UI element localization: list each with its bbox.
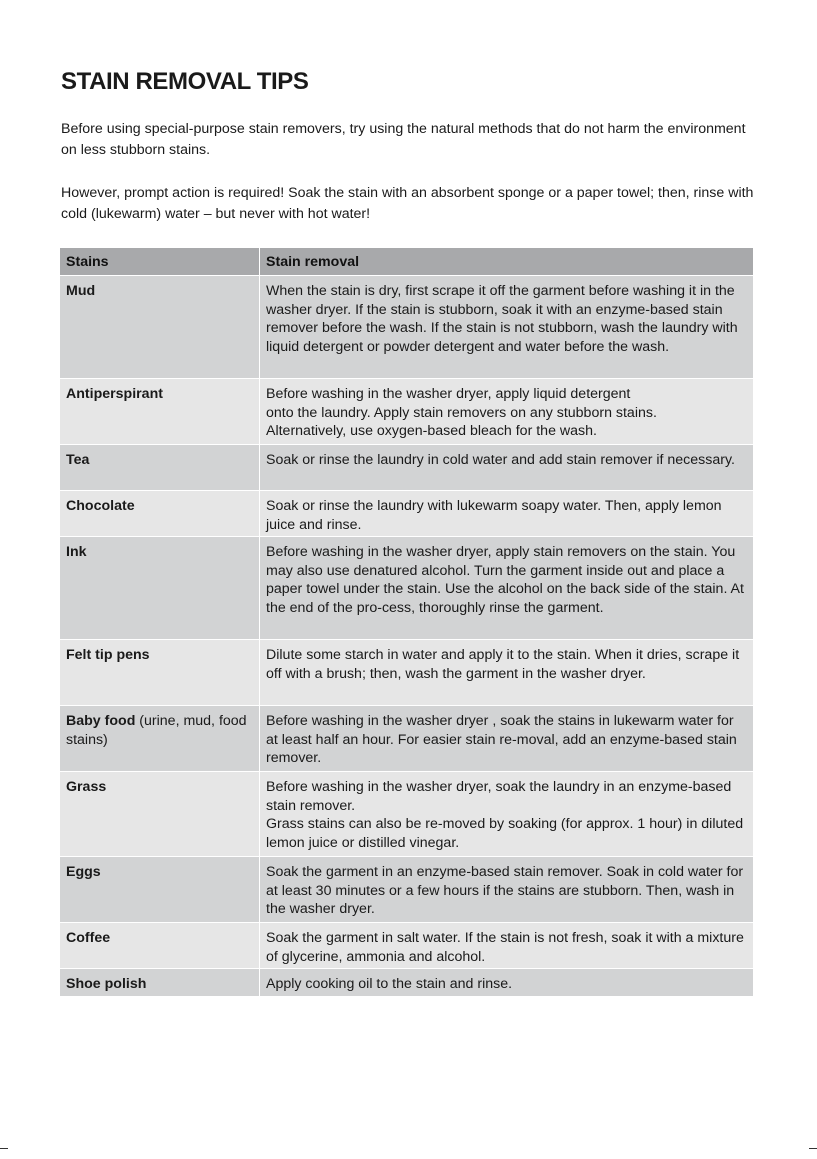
stain-removal-text: Before washing in the washer dryer, soak the laundry in an enzyme-based stain remover. [266, 779, 732, 814]
stain-removal-cell [260, 491, 754, 537]
stain-name-cell [60, 923, 260, 969]
table-row [60, 537, 754, 640]
column-header-stains: Stains [60, 248, 260, 276]
stain-removal-cell [260, 276, 754, 379]
stain-removal-text: Apply cooking oil to the stain and rinse. [266, 976, 513, 993]
stain-name: Tea [66, 452, 90, 468]
stain-removal-cell [260, 772, 754, 857]
stain-removal-cell [260, 640, 754, 706]
stain-note: (urine, mud, food stains) [66, 713, 247, 748]
stain-removal-cell [260, 969, 754, 997]
stain-name-cell [60, 491, 260, 537]
table-row [60, 969, 754, 997]
stain-removal-cell [260, 857, 754, 923]
intro-paragraph-1: Before using special-purpose stain removers, try using the natural methods that do not harm the environment on less stubborn stains. [61, 121, 746, 158]
intro-paragraph-2: However, prompt action is required! Soak the stain with an absorbent sponge or a paper towel; then, rinse with cold (lukewarm) water – but never with hot water! [61, 185, 754, 222]
stain-name-cell [60, 379, 260, 445]
stain-removal-cell [260, 706, 754, 772]
stain-removal-text: Soak or rinse the laundry in cold water and add stain remover if necessary. [266, 452, 735, 468]
stain-removal-text: Soak the garment in salt water. If the stain is not fresh, soak it with a mixture of glycerine, ammonia and alcohol. [266, 930, 744, 965]
stain-removal-text: Soak the garment in an enzyme-based stain remover. Soak in cold water for at least 30 minutes or a few hours if the stains are stubborn. Then, wash in the washer dryer. [266, 864, 744, 918]
crop-mark-bottom-right [809, 1148, 817, 1159]
table-row [60, 923, 754, 969]
stain-removal-table [59, 247, 754, 997]
stain-removal-text: Dilute some starch in water and apply it to the stain. When it dries, scrape it off with a brush; then, wash the garment in the washer dryer. [266, 647, 740, 682]
stain-removal-text: onto the laundry. Apply stain removers on any stubborn stains. [266, 404, 657, 421]
stain-name-cell [60, 857, 260, 923]
stain-name: Eggs [66, 864, 101, 881]
stain-removal-cell [260, 379, 754, 445]
stain-name-cell [60, 969, 260, 997]
table-row [60, 640, 754, 706]
stain-removal-text: Before washing in the washer dryer , soak the stains in lukewarm water for at least half an hour. For easier stain re-moval, add an enzyme-based stain remover. [266, 713, 737, 767]
stain-name: Antiperspirant [66, 386, 163, 402]
table-row [60, 772, 754, 857]
table-row [60, 857, 754, 923]
stain-removal-text: When the stain is dry, first scrape it off the garment before washing it in the washer dryer. If the stain is stubborn, soak it with an enzyme-based stain remover before the wash. If the stain is not stubborn, wash the laundry with liquid detergent or powder detergent and water before the wash. [266, 283, 738, 355]
stain-name: Grass [66, 779, 107, 796]
stain-name: Felt tip pens [66, 647, 150, 664]
stain-name: Chocolate [66, 498, 135, 514]
stain-name-cell [60, 640, 260, 706]
stain-name: Shoe polish [66, 976, 147, 993]
table-row [60, 491, 754, 537]
stain-removal-text: Before washing in the washer dryer, apply stain removers on the stain. You may also use denatured alcohol. Turn the garment inside out and place a paper towel under the stain. Use the alcohol on the back side of the stain. At the end of the pro-cess, thoroughly rinse the garment. [266, 544, 744, 616]
stain-name-cell [60, 276, 260, 379]
page-title: STAIN REMOVAL TIPS [61, 68, 309, 95]
stain-name: Baby food [66, 713, 136, 730]
stain-name: Mud [66, 283, 96, 299]
stain-name-cell [60, 706, 260, 772]
stain-name-cell [60, 772, 260, 857]
stain-removal-text: Soak or rinse the laundry with lukewarm soapy water. Then, apply lemon juice and rinse. [266, 498, 722, 533]
stain-name: Coffee [66, 930, 111, 947]
stain-removal-text: Alternatively, use oxygen-based bleach for the wash. [266, 423, 597, 440]
stain-removal-text: Grass stains can also be re-moved by soaking (for approx. 1 hour) in diluted lemon juice or distilled vinegar. [266, 816, 744, 851]
table-body [60, 276, 754, 997]
column-header-stain-removal: Stain removal [260, 248, 754, 276]
crop-mark-bottom-left [0, 1148, 8, 1159]
stain-name-cell [60, 537, 260, 640]
stain-removal-cell [260, 923, 754, 969]
stain-name: Ink [66, 544, 87, 561]
stain-name-cell [60, 445, 260, 491]
stain-removal-text: Before washing in the washer dryer, apply liquid detergent [266, 386, 631, 402]
table-row [60, 379, 754, 445]
table-row [60, 276, 754, 379]
stain-removal-cell [260, 537, 754, 640]
table-row [60, 706, 754, 772]
table-header-row [60, 248, 754, 276]
stain-removal-cell [260, 445, 754, 491]
table-row [60, 445, 754, 491]
